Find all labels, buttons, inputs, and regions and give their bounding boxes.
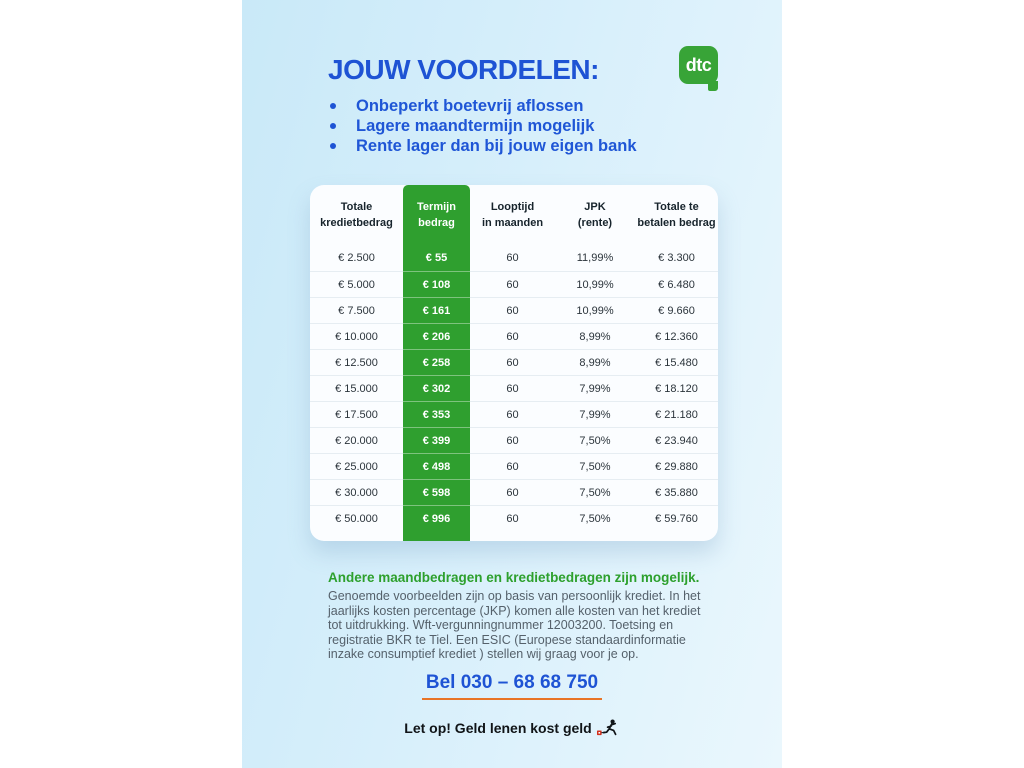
table-header-cell: JPK (rente) bbox=[577, 201, 613, 229]
table-row bbox=[310, 401, 718, 427]
table-row bbox=[310, 323, 718, 349]
table-cell: € 30.000 bbox=[310, 479, 403, 505]
table-cell: 7,99% bbox=[555, 375, 635, 401]
table-cell: 60 bbox=[470, 323, 555, 349]
table-cell: € 2.500 bbox=[338, 252, 375, 264]
table-cell: 60 bbox=[470, 427, 555, 453]
table-cell: € 55 bbox=[425, 252, 448, 264]
benefit-label: Rente lager dan bij jouw eigen bank bbox=[356, 136, 637, 155]
table-cell: € 258 bbox=[403, 349, 470, 375]
flyer-page bbox=[242, 0, 782, 768]
table-cell: € 996 bbox=[403, 505, 470, 531]
table-cell: € 5.000 bbox=[310, 271, 403, 297]
table-row bbox=[310, 427, 718, 453]
table-cell: € 17.500 bbox=[310, 401, 403, 427]
table-cell: € 18.120 bbox=[635, 375, 718, 401]
table-cell: 7,99% bbox=[555, 401, 635, 427]
table-cell: 60 bbox=[470, 271, 555, 297]
table-cell: € 10.000 bbox=[310, 323, 403, 349]
table-cell: € 35.880 bbox=[635, 479, 718, 505]
benefit-item bbox=[328, 136, 637, 156]
table-cell: € 3.300 bbox=[658, 252, 695, 264]
benefits-list bbox=[328, 96, 637, 156]
table-cell: € 59.760 bbox=[635, 505, 718, 531]
table-header-cell: Totale te betalen bedrag bbox=[637, 201, 716, 229]
credit-warning bbox=[242, 719, 782, 737]
table-cell: 11,99% bbox=[576, 252, 614, 264]
table-header-row bbox=[310, 185, 718, 245]
table-cell: € 161 bbox=[403, 297, 470, 323]
table-cell: € 6.480 bbox=[635, 271, 718, 297]
table-row bbox=[310, 245, 718, 271]
table-cell: 60 bbox=[470, 505, 555, 531]
table-row bbox=[310, 479, 718, 505]
table-cell: € 50.000 bbox=[310, 505, 403, 531]
rates-table bbox=[310, 185, 718, 541]
benefit-label: Lagere maandtermijn mogelijk bbox=[356, 116, 595, 135]
table-row bbox=[310, 349, 718, 375]
benefit-label: Onbeperkt boetevrij aflossen bbox=[356, 96, 584, 115]
table-row bbox=[310, 375, 718, 401]
table-cell: 8,99% bbox=[555, 323, 635, 349]
table-cell: € 7.500 bbox=[310, 297, 403, 323]
table-row bbox=[310, 505, 718, 531]
benefit-item bbox=[328, 96, 637, 116]
table-cell: € 12.500 bbox=[310, 349, 403, 375]
table-cell: € 108 bbox=[403, 271, 470, 297]
table-header-cell: Looptijd in maanden bbox=[481, 201, 544, 229]
table-cell: 60 bbox=[470, 479, 555, 505]
table-cell: € 353 bbox=[403, 401, 470, 427]
table-cell: € 399 bbox=[403, 427, 470, 453]
table-cell: € 29.880 bbox=[635, 453, 718, 479]
table-cell: 7,50% bbox=[555, 453, 635, 479]
table-cell: 60 bbox=[470, 297, 555, 323]
benefit-item bbox=[328, 116, 637, 136]
phone-row bbox=[242, 672, 782, 700]
table-cell: € 15.480 bbox=[635, 349, 718, 375]
table-cell: 10,99% bbox=[555, 271, 635, 297]
table-row bbox=[310, 271, 718, 297]
table-cell: 60 bbox=[470, 375, 555, 401]
disclaimer-heading: Andere maandbedragen en kredietbedragen zijn mogelijk. bbox=[328, 570, 700, 585]
table-cell: € 206 bbox=[403, 323, 470, 349]
table-cell: € 12.360 bbox=[635, 323, 718, 349]
table-cell: € 21.180 bbox=[635, 401, 718, 427]
table-header-cell: Termijn bedrag bbox=[417, 201, 456, 229]
table-body bbox=[310, 245, 718, 531]
table-cell: € 302 bbox=[403, 375, 470, 401]
credit-warning-text: Let op! Geld lenen kost geld bbox=[404, 720, 592, 736]
phone-link[interactable]: Bel 030 – 68 68 750 bbox=[422, 672, 602, 700]
geld-lenen-kost-geld-runner-icon bbox=[596, 719, 620, 737]
table-cell: € 23.940 bbox=[635, 427, 718, 453]
bullet-icon bbox=[330, 103, 336, 109]
table-row bbox=[310, 453, 718, 479]
table-cell: 7,50% bbox=[555, 479, 635, 505]
table-cell: 60 bbox=[470, 453, 555, 479]
dtc-logo-text: dtc bbox=[685, 54, 712, 75]
table-cell: 60 bbox=[470, 349, 555, 375]
bullet-icon bbox=[330, 123, 336, 129]
table-cell: 10,99% bbox=[555, 297, 635, 323]
page-title: JOUW VOORDELEN: bbox=[328, 54, 599, 85]
table-cell: € 598 bbox=[403, 479, 470, 505]
table-cell: € 498 bbox=[403, 453, 470, 479]
table-cell: € 25.000 bbox=[310, 453, 403, 479]
table-cell: € 20.000 bbox=[310, 427, 403, 453]
table-cell: 8,99% bbox=[555, 349, 635, 375]
dtc-logo bbox=[679, 46, 718, 84]
table-cell: 7,50% bbox=[555, 505, 635, 531]
disclaimer-body: Genoemde voorbeelden zijn op basis van persoonlijk krediet. In het jaarlijks kosten percentage (JKP) komen alle kosten van het krediet tot uitdrukking. Wft-vergunningnummer 12003200. Toetsing en registratie BKR te Tiel. Een ESIC (Europese standaardinformatie inzake consumptief krediet ) stellen wij graag voor je op. bbox=[328, 589, 701, 662]
table-cell: 60 bbox=[506, 252, 519, 264]
table-cell: € 15.000 bbox=[310, 375, 403, 401]
table-row bbox=[310, 297, 718, 323]
table-header-cell: Totale kredietbedrag bbox=[320, 201, 393, 229]
table-cell: 60 bbox=[470, 401, 555, 427]
bullet-icon bbox=[330, 143, 336, 149]
table-cell: € 9.660 bbox=[635, 297, 718, 323]
table-cell: 7,50% bbox=[555, 427, 635, 453]
